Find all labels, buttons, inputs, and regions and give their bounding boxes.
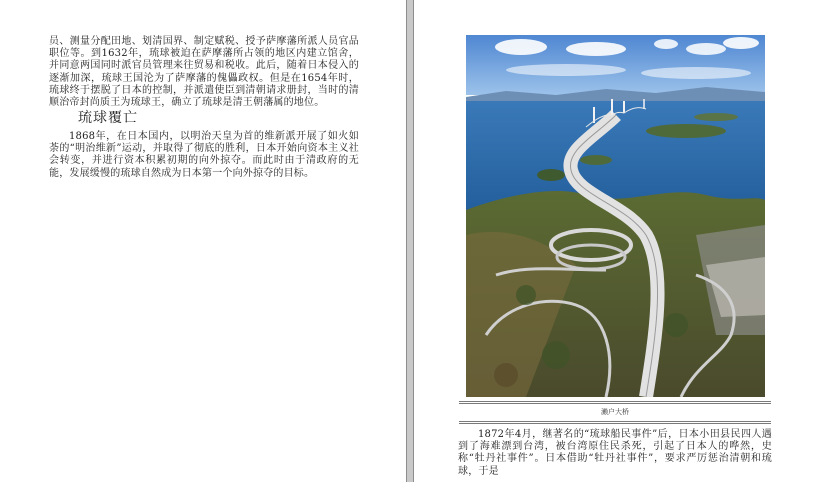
paragraph-ryukyu-satsuma: 员、测量分配田地、划清国界、制定赋税、授予萨摩藩所派人员官品职位等。到1632年，琉球被迫在萨摩藩所占领的地区内建立馆舍，并同意两国同时派官员管理来往贸易和税收。此后，随着日本侵入的逐渐加深，琉球王国沦为了萨摩藩的傀儡政权。但是在1654年时，琉球终于摆脱了日本的控制，并派遣使臣到清朝请求册封，当时的清顺治帝封尚质王为琉球王，确立了琉球是清王朝藩属的地位。 (49, 36, 359, 109)
book-gutter (406, 0, 414, 482)
section-heading: 琉球覆亡 (78, 110, 138, 126)
caption-rule-top (459, 401, 771, 404)
photo-caption: 濑户大桥 (601, 408, 629, 416)
left-page (0, 0, 406, 482)
caption-rule-bottom (459, 421, 771, 424)
right-page (414, 0, 821, 482)
paragraph-meiji-restoration: 1868年，在日本国内，以明治天皇为首的维新派开展了如火如荼的“明治维新”运动，并取得了彻底的胜利，日本开始向资本主义社会转变，并进行资本积累初期的向外掠夺。而此时由于清政府的无能，发展缓慢的琉球自然成为日本第一个向外掠夺的目标。 (49, 131, 359, 179)
seto-ohashi-bridge-photo (466, 35, 765, 397)
paragraph-mudan-incident: 1872年4月，继著名的“琉球船民事件”后，日本小田县民四人遇到了海难漂到台湾，被台湾原住民杀死，引起了日本人的哗然，史称“牡丹社事件”。日本借助“牡丹社事件”，要求严厉惩治清朝和琉球，于是 (458, 429, 772, 477)
